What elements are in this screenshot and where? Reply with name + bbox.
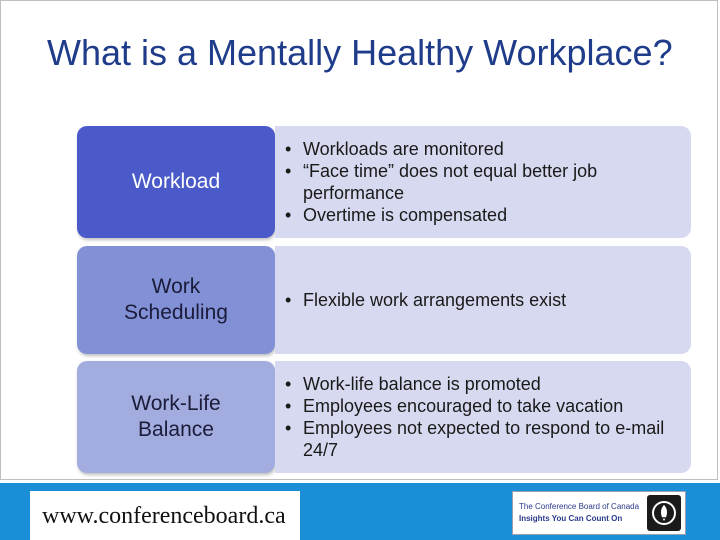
row-work-scheduling	[77, 246, 693, 356]
bullet-item: • “Face time” does not equal better job performance	[285, 161, 598, 203]
row-body-work-scheduling	[275, 246, 691, 354]
logo-text	[519, 501, 645, 525]
logo-line-1: The Conference Board of Canada	[519, 502, 640, 511]
bullet-item: • Overtime is compensated	[285, 205, 508, 225]
bullet-list	[285, 289, 566, 311]
row-body-workload	[275, 126, 691, 238]
row-label-work-scheduling	[77, 246, 275, 354]
logo-line-2: Insights You Can Count On	[519, 514, 623, 523]
footer-url[interactable]: www.conferenceboard.ca	[42, 503, 286, 529]
conference-board-logo	[512, 491, 686, 535]
row-workload	[77, 126, 693, 240]
row-label-work-life-balance	[77, 361, 275, 473]
bullet-item: • Workloads are monitored	[285, 139, 504, 159]
row-label-workload	[77, 126, 275, 238]
row-label-text: Work Scheduling	[124, 275, 228, 324]
bullet-item: • Employees encouraged to take vacation	[285, 396, 624, 416]
row-label-text: Workload	[131, 170, 221, 193]
conference-board-emblem-icon	[647, 495, 681, 531]
slide-title: What is a Mentally Healthy Workplace?	[47, 32, 673, 73]
bullet-list	[285, 138, 683, 226]
footer-band	[0, 483, 720, 540]
bullet-list	[285, 373, 683, 461]
row-work-life-balance	[77, 361, 693, 475]
row-label-text: Work-Life Balance	[131, 392, 221, 441]
bullet-item: • Work-life balance is promoted	[285, 374, 541, 394]
footer-url-box	[30, 491, 300, 540]
bullet-item: • Employees not expected to respond to e-mail 24/7	[285, 418, 665, 460]
row-body-work-life-balance	[275, 361, 691, 473]
bullet-item: • Flexible work arrangements exist	[285, 290, 567, 310]
